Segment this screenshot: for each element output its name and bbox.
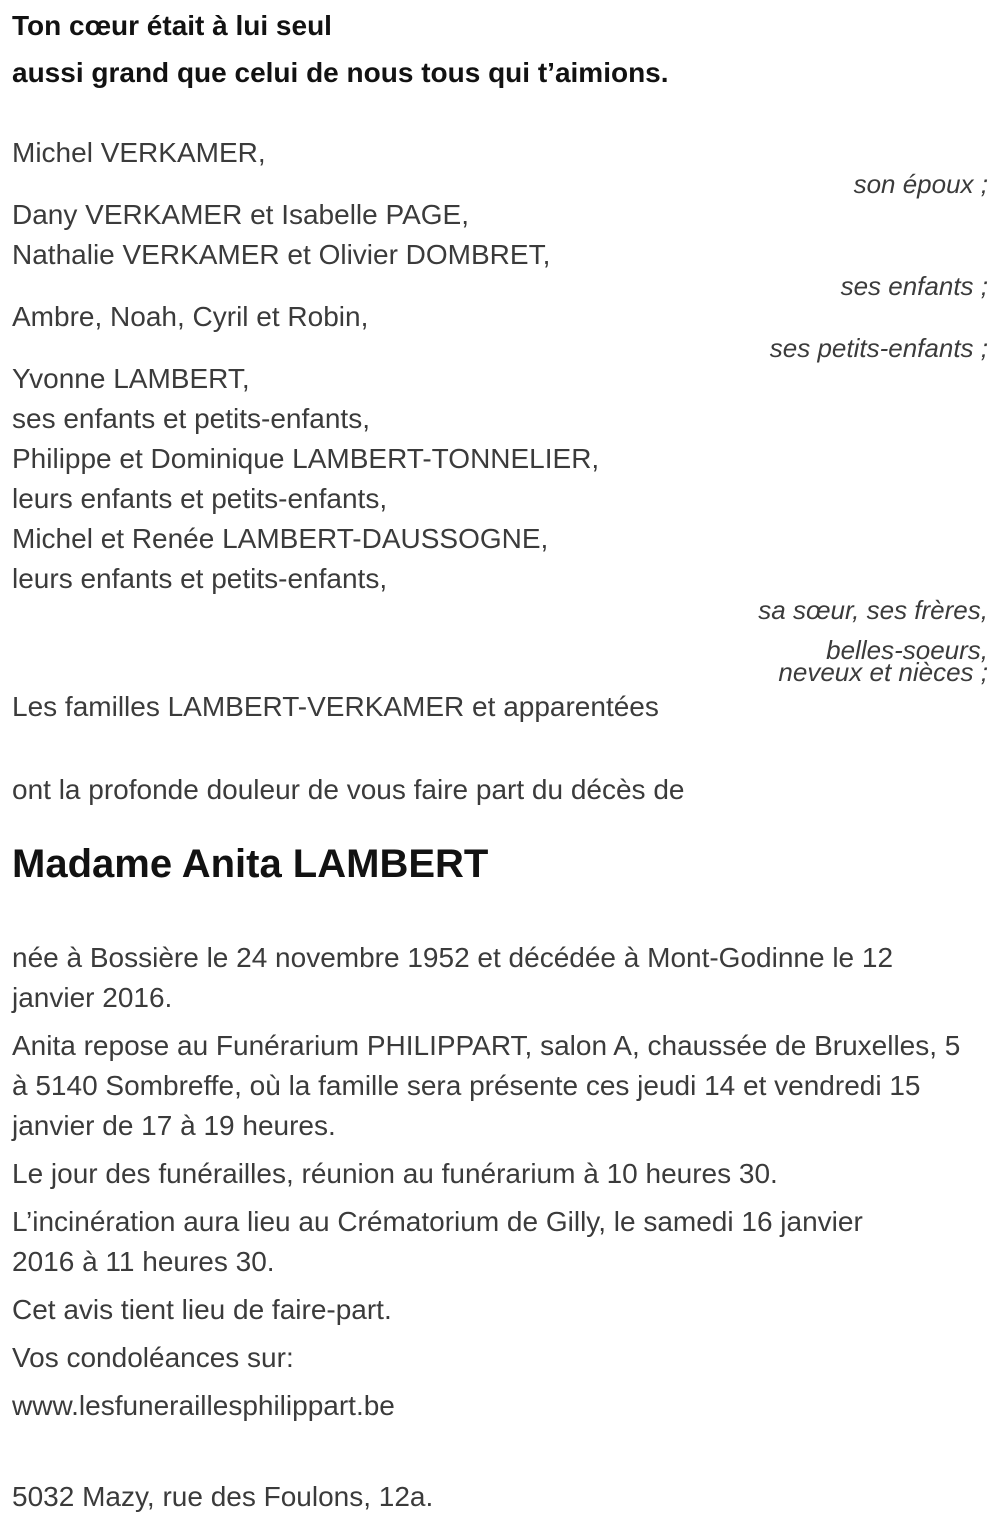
text-line: Cet avis tient lieu de faire-part. <box>12 1294 392 1325</box>
relation-label: belles-soeurs, <box>826 635 988 665</box>
epigraph-line-2: aussi grand que celui de nous tous qui t’aimions. <box>12 57 669 88</box>
funerarium-paragraph <box>12 1026 988 1146</box>
families-line: Les familles LAMBERT-VERKAMER et apparentées <box>12 691 659 722</box>
mourner-name: Michel VERKAMER, <box>12 137 266 168</box>
condolences-paragraph <box>12 1338 988 1378</box>
mourner-name: Dany VERKAMER et Isabelle PAGE, <box>12 199 469 230</box>
website-paragraph <box>12 1386 988 1426</box>
epigraph-line-1: Ton cœur était à lui seul <box>12 10 332 41</box>
mourner-name: Ambre, Noah, Cyril et Robin, <box>12 301 369 332</box>
mourner-name: Michel et Renée LAMBERT-DAUSSOGNE, <box>12 523 549 554</box>
text-line: janvier 2016. <box>12 982 173 1013</box>
relation-label: ses petits-enfants ; <box>769 333 988 363</box>
text-line: Vos condoléances sur: <box>12 1342 294 1373</box>
relation-label: neveux et nièces ; <box>778 657 988 687</box>
funeral-details <box>12 938 988 1426</box>
birth-death-paragraph <box>12 938 988 1018</box>
epigraph <box>12 2 988 96</box>
deceased-name-heading: Madame Anita LAMBERT <box>12 842 489 886</box>
reunion-paragraph <box>12 1154 988 1194</box>
text-line: 2016 à 11 heures 30. <box>12 1246 275 1277</box>
text-line: janvier de 17 à 19 heures. <box>12 1110 336 1141</box>
mourner-name: Nathalie VERKAMER et Olivier DOMBRET, <box>12 239 551 270</box>
mourner-name: Yvonne LAMBERT, <box>12 363 250 394</box>
text-line: Anita repose au Funérarium PHILIPPART, salon A, chaussée de Bruxelles, 5 <box>12 1030 961 1061</box>
mourner-name: leurs enfants et petits-enfants, <box>12 483 388 514</box>
text-line: L’incinération aura lieu au Crématorium de Gilly, le samedi 16 janvier <box>12 1206 863 1237</box>
relation-label: son époux ; <box>853 169 988 199</box>
mourner-name: ses enfants et petits-enfants, <box>12 403 370 434</box>
text-line: à 5140 Sombreffe, où la famille sera présente ces jeudi 14 et vendredi 15 <box>12 1070 921 1101</box>
announcement-intro: ont la profonde douleur de vous faire part du décès de <box>12 774 685 805</box>
funeral-home-address: 5032 Mazy, rue des Foulons, 12a. <box>12 1481 434 1512</box>
text-line: Le jour des funérailles, réunion au funérarium à 10 heures 30. <box>12 1158 778 1189</box>
cremation-paragraph <box>12 1202 988 1282</box>
relation-label: ses enfants ; <box>840 271 988 301</box>
relation-label: sa sœur, ses frères, <box>758 595 988 625</box>
text-line: née à Bossière le 24 novembre 1952 et décédée à Mont-Godinne le 12 <box>12 942 894 973</box>
notice-paragraph <box>12 1290 988 1330</box>
mourners-list <box>12 133 988 727</box>
mourner-name: leurs enfants et petits-enfants, <box>12 563 388 594</box>
website-url: www.lesfuneraillesphilippart.be <box>12 1390 395 1421</box>
mourner-name: Philippe et Dominique LAMBERT-TONNELIER, <box>12 443 600 474</box>
